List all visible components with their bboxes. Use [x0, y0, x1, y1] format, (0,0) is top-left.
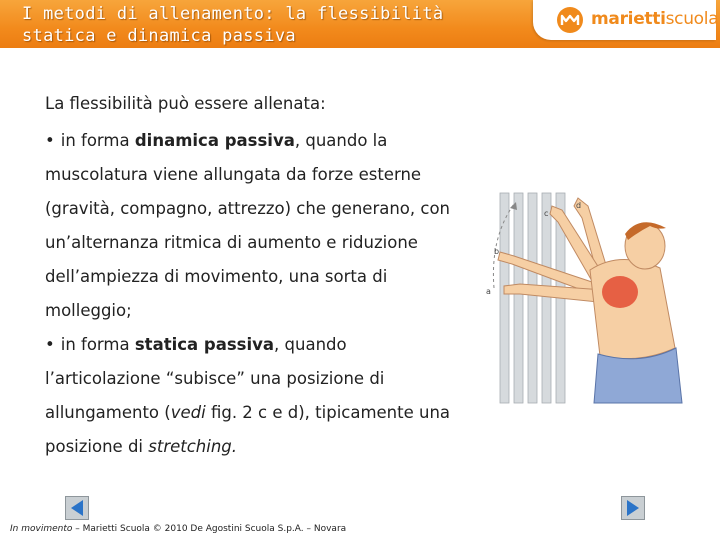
logo-text	[591, 9, 718, 29]
footer-text: – Marietti Scuola © 2010 De Agostini Scuola S.p.A. – Novara	[72, 524, 347, 534]
bullet-2-pre: in forma	[60, 335, 135, 354]
logo-mark-icon	[555, 6, 585, 34]
triangle-left-icon	[66, 497, 88, 519]
footer-credit	[10, 524, 346, 534]
footer-italic: In movimento	[10, 524, 73, 534]
logo-text-bold: marietti	[591, 9, 666, 29]
intro-text: La flessibilità può essere allenata:	[45, 94, 326, 113]
bullet-2-post-1: , quando l’articolazione “subisce” una posizione di allungamento (	[45, 335, 385, 422]
bullet-2-italic-1: vedi	[170, 403, 206, 422]
page-title-line-2: statica e dinamica passiva	[22, 26, 296, 46]
bullet-2-post-2: fig. 2 c e d), tipicamente una posizione di	[45, 403, 451, 456]
figure-label-c: c	[544, 209, 549, 218]
marietti-scuola-logo	[533, 0, 719, 40]
bullet-1-post: , quando la muscolatura viene allungata da forze esterne (gravità, compagno, attrezzo) che generano, con un’alternanza ritmica di aumento e riduzione dell’ampiezza di movimento, una sorta di molleggio;	[45, 131, 451, 320]
figure-label-a: a	[486, 287, 491, 296]
bullet-marker: •	[45, 131, 55, 150]
previous-slide-button[interactable]	[65, 496, 89, 520]
triangle-right-icon	[622, 497, 644, 519]
next-slide-button[interactable]	[621, 496, 645, 520]
page-title-line-1: I metodi di allenamento: la flessibilità	[22, 4, 444, 24]
body-text	[45, 90, 465, 464]
bullet-1-bold: dinamica passiva	[134, 131, 295, 150]
bullet-dynamic-passive	[45, 124, 465, 328]
figure-label-b: b	[494, 247, 500, 256]
bullet-2-italic-2: stretching.	[148, 437, 238, 456]
page-title	[22, 3, 502, 47]
figure-label-d: d	[576, 201, 582, 210]
bullet-2-bold: statica passiva	[134, 335, 275, 354]
bullet-1-pre: in forma	[60, 131, 135, 150]
bullet-static-passive	[45, 328, 465, 464]
bullet-marker: •	[45, 335, 55, 354]
header-bar	[0, 0, 720, 48]
logo-text-light: scuola	[665, 9, 719, 29]
stretching-illustration	[470, 188, 695, 408]
